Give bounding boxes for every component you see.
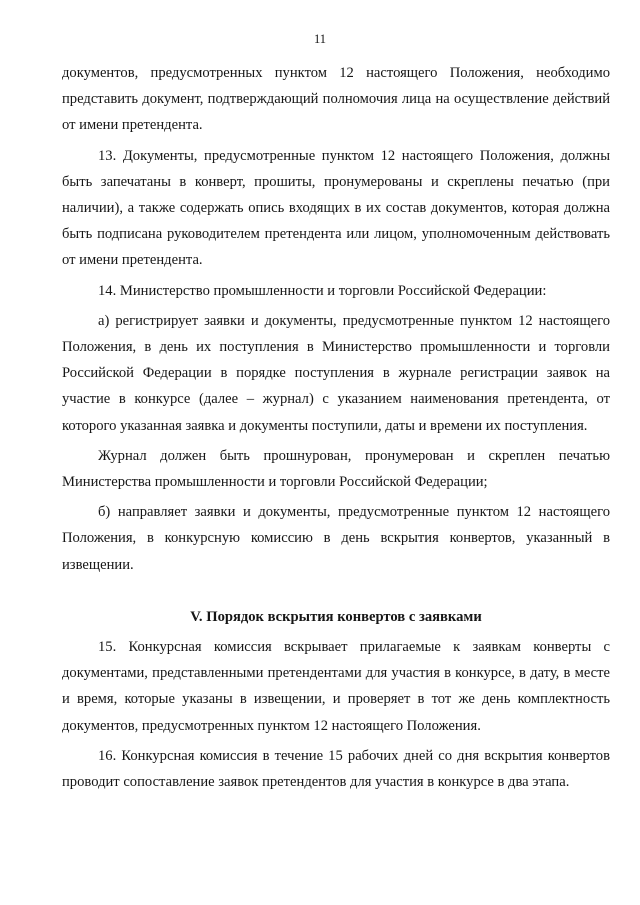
paragraph-13: 13. Документы, предусмотренные пунктом 12 настоящего Положения, должны быть запечатаны в конверт, прошиты, пронумерованы и скреплены печатью (при наличии), а также содержать опись входящих в их состав документов, которая должна быть подписана руководителем претендента или лицом, уполномоченным действовать от имени претендента. xyxy=(62,147,610,269)
page-number: 11 xyxy=(313,32,327,46)
paragraph-16: 16. Конкурсная комиссия в течение 15 рабочих дней со дня вскрытия конвертов проводит сопоставление заявок претендентов для участия в конкурсе в два этапа. xyxy=(62,747,610,791)
paragraph-journal: Журнал должен быть прошнурован, пронумерован и скреплен печатью Министерства промышленности и торговли Российской Федерации; xyxy=(62,447,610,491)
document-body xyxy=(62,60,610,799)
paragraph-14a: а) регистрирует заявки и документы, предусмотренные пунктом 12 настоящего Положения, в день их поступления в Министерство промышленности и торговли Российской Федерации в порядке поступления в журнале регистрации заявок на участие в конкурсе (далее – журнал) с указанием наименования претендента, от которого указанная заявка и документы поступили, даты и времени их поступления. xyxy=(62,312,610,434)
paragraph-14b: б) направляет заявки и документы, предусмотренные пунктом 12 настоящего Положения, в конкурсную комиссию в день вскрытия конвертов, указанный в извещении. xyxy=(62,504,610,573)
paragraph-14: 14. Министерство промышленности и торговли Российской Федерации: xyxy=(98,282,547,299)
paragraph-15: 15. Конкурсная комиссия вскрывает прилагаемые к заявкам конверты с документами, представленными претендентами для участия в конкурсе, в дату, в месте и время, которые указаны в извещении, и проверяет в тот же день комплектность документов, предусмотренных пунктом 12 настоящего Положения. xyxy=(62,639,610,734)
section-heading: V. Порядок вскрытия конвертов с заявками xyxy=(190,608,482,625)
paragraph-continuation: документов, предусмотренных пунктом 12 настоящего Положения, необходимо представить документ, подтверждающий полномочия лица на осуществление действий от имени претендента. xyxy=(62,65,610,134)
